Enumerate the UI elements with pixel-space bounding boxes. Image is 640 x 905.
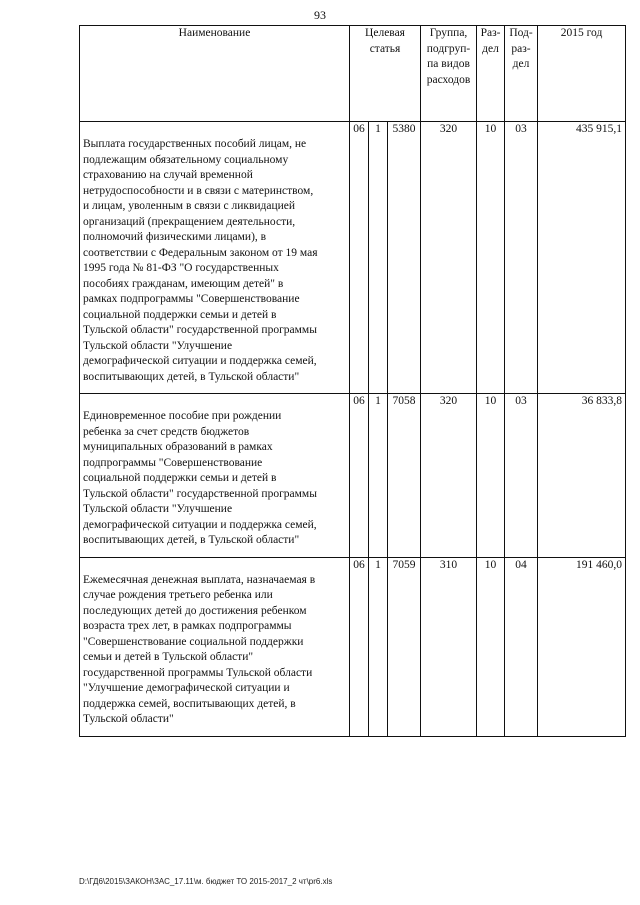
header-section-line: Раз- bbox=[480, 27, 501, 39]
row-name-line: муниципальных образований в рамках bbox=[83, 441, 273, 453]
row-name-line: Тульской области" государственной программы bbox=[83, 487, 317, 500]
row-program: 06 bbox=[350, 122, 369, 394]
header-group-line: расходов bbox=[426, 73, 471, 86]
row-name-line: демографической ситуации и поддержка семей, bbox=[83, 355, 317, 367]
row-name-line: Ежемесячная денежная выплата, назначаемая в bbox=[83, 573, 316, 586]
header-row bbox=[80, 26, 626, 122]
row-name-line: поддержка семей, воспитывающих детей, в bbox=[83, 697, 296, 710]
row-name-line: страхованию на случай временной bbox=[83, 169, 253, 181]
row-name-line: государственной программы Тульской области bbox=[83, 666, 313, 679]
row-name-line: "Улучшение демографической ситуации и bbox=[83, 682, 290, 694]
row-subsection: 03 bbox=[505, 394, 538, 558]
row-name-line: воспитывающих детей, в Тульской области" bbox=[83, 370, 300, 383]
row-name-line: 1995 года № 81-ФЗ "О государственных bbox=[83, 262, 279, 274]
row-code: 7059 bbox=[388, 557, 421, 736]
row-amount: 36 833,8 bbox=[538, 394, 626, 558]
header-target-article-line: Целевая bbox=[365, 27, 405, 39]
row-program: 06 bbox=[350, 394, 369, 558]
row-name-line: Тульской области" государственной программы bbox=[83, 324, 317, 336]
header-year: 2015 год bbox=[538, 26, 626, 122]
table-row bbox=[80, 122, 626, 394]
page-number: 93 bbox=[314, 8, 326, 22]
header-subsection bbox=[505, 26, 538, 122]
header-group-line: подгруп- bbox=[426, 42, 471, 55]
row-name-line: Единовременное пособие при рождении bbox=[83, 410, 282, 422]
row-name-line: социальной поддержки семьи и детей в bbox=[83, 472, 277, 484]
row-section: 10 bbox=[477, 557, 505, 736]
row-section: 10 bbox=[477, 394, 505, 558]
row-subsection: 03 bbox=[505, 122, 538, 394]
row-sub: 1 bbox=[369, 557, 388, 736]
header-name: Наименование bbox=[80, 26, 350, 122]
row-name-line: семьи и детей в Тульской области" bbox=[83, 651, 254, 663]
row-name-line: случае рождения третьего ребенка или bbox=[83, 589, 273, 601]
row-name bbox=[80, 122, 350, 394]
row-amount: 191 460,0 bbox=[538, 557, 626, 736]
row-amount: 435 915,1 bbox=[538, 122, 626, 394]
row-name-line: полномочий физическими лицами), в bbox=[83, 231, 267, 243]
row-name-line: воспитывающих детей, в Тульской области" bbox=[83, 534, 300, 546]
budget-table bbox=[79, 25, 626, 737]
row-sub: 1 bbox=[369, 394, 388, 558]
row-name-line: последующих детей до достижения ребенком bbox=[83, 604, 307, 617]
row-code: 5380 bbox=[388, 122, 421, 394]
row-name-line: социальной поддержки семьи и детей в bbox=[83, 308, 277, 321]
row-name-line: Тульской области "Улучшение bbox=[83, 503, 233, 515]
header-group-line: па видов bbox=[427, 58, 470, 70]
row-name-line: рамках подпрограммы "Совершенствование bbox=[83, 293, 300, 305]
header-target-article bbox=[350, 26, 421, 122]
header-target-article-line: статья bbox=[369, 42, 401, 55]
row-name bbox=[80, 557, 350, 736]
row-name-line: подлежащим обязательному социальному bbox=[83, 153, 289, 166]
row-name-line: демографической ситуации и поддержка семей, bbox=[83, 518, 317, 531]
row-name-line: Тульской области "Улучшение bbox=[83, 339, 233, 352]
file-path-footer: D:\ГД6\2015\ЗАКОН\ЗАС_17.11\м. бюджет ТО 2015-2017_2 чт\pr6.xls bbox=[79, 877, 333, 886]
row-name-line: организаций (прекращением деятельности, bbox=[83, 215, 296, 228]
header-group-line: Группа, bbox=[429, 27, 468, 39]
row-name-line: возраста трех лет, в рамках подпрограммы bbox=[83, 620, 292, 632]
row-group: 310 bbox=[421, 557, 477, 736]
row-name bbox=[80, 394, 350, 558]
row-name-line: соответствии с Федеральным законом от 19 мая bbox=[83, 246, 318, 259]
row-name-line: "Совершенствование социальной поддержки bbox=[83, 635, 304, 648]
row-name-line: нетрудоспособности и в связи с материнством, bbox=[83, 184, 314, 197]
header-subsection-line: дел bbox=[512, 58, 530, 70]
row-sub: 1 bbox=[369, 122, 388, 394]
row-code: 7058 bbox=[388, 394, 421, 558]
row-name-line: пособиях гражданам, имеющим детей" в bbox=[83, 277, 284, 290]
row-subsection: 04 bbox=[505, 557, 538, 736]
header-group bbox=[421, 26, 477, 122]
row-name-line: подпрограммы "Совершенствование bbox=[83, 456, 263, 469]
row-program: 06 bbox=[350, 557, 369, 736]
header-section-line: дел bbox=[482, 42, 499, 55]
table-row bbox=[80, 557, 626, 736]
header-subsection-line: раз- bbox=[511, 42, 531, 55]
row-name-line: Выплата государственных пособий лицам, не bbox=[83, 138, 307, 150]
table-row bbox=[80, 394, 626, 558]
row-name-line: и лицам, уволенным в связи с ликвидацией bbox=[83, 200, 296, 212]
row-group: 320 bbox=[421, 394, 477, 558]
row-group: 320 bbox=[421, 122, 477, 394]
header-section bbox=[477, 26, 505, 122]
row-name-line: Тульской области" bbox=[83, 713, 174, 725]
row-section: 10 bbox=[477, 122, 505, 394]
row-name-line: ребенка за счет средств бюджетов bbox=[83, 425, 250, 438]
header-subsection-line: Под- bbox=[509, 27, 533, 39]
